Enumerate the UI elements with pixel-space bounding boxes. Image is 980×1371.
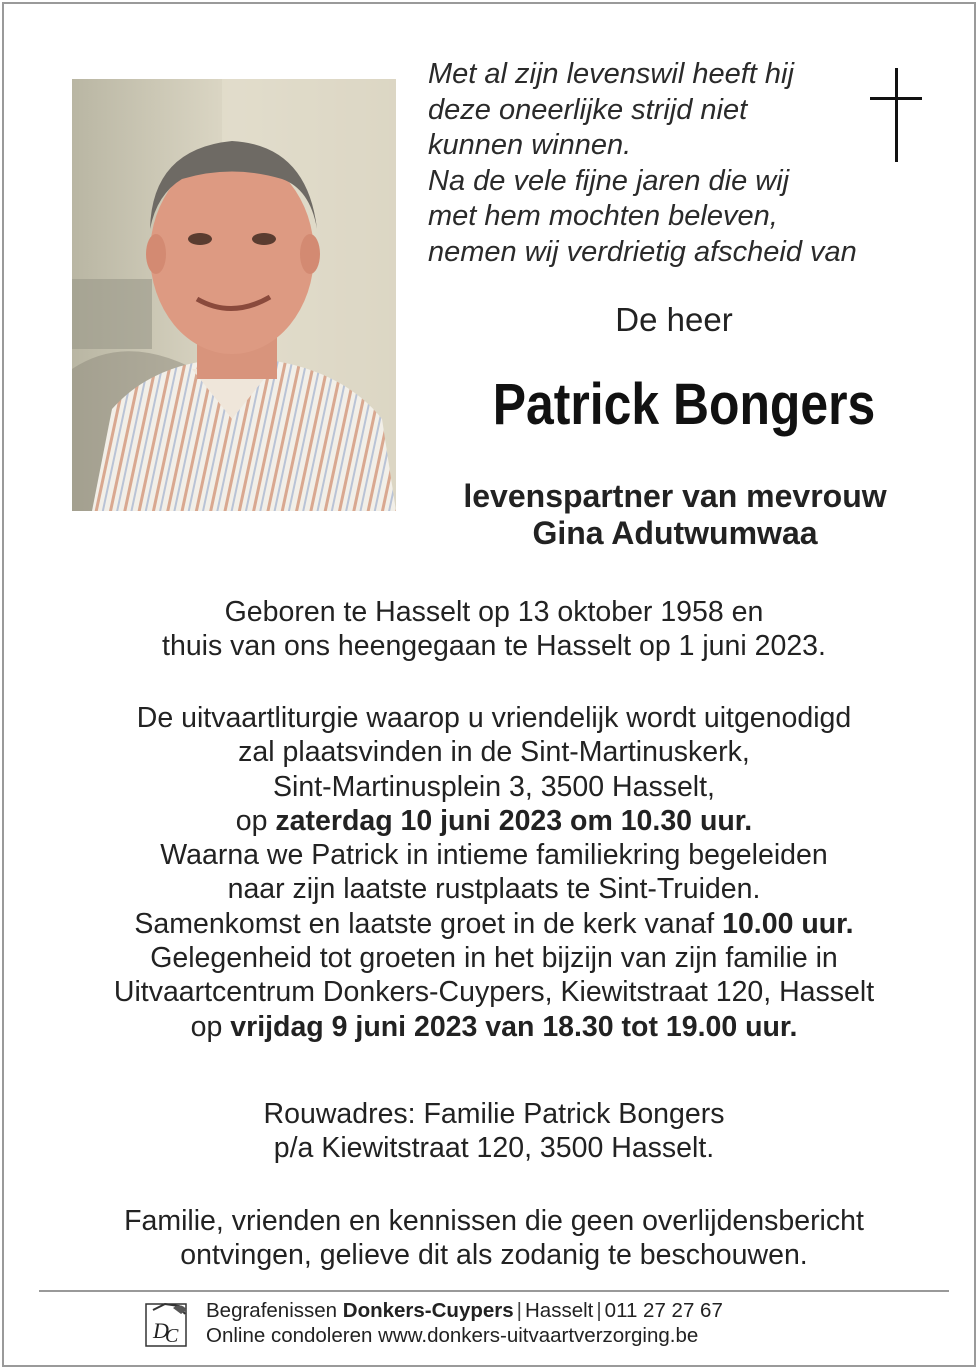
birth-death-info: [44, 595, 944, 664]
obituary-card: [2, 2, 976, 1367]
visitation-datetime: op vrijdag 9 juni 2023 van 18.30 tot 19.00 uur.: [190, 1010, 798, 1043]
footer-divider: [39, 1290, 949, 1292]
poem-line: deze oneerlijke strijd niet: [428, 93, 748, 126]
honorific: De heer: [615, 301, 733, 338]
cross-icon: [866, 68, 926, 164]
funeral-home-logo-icon: [145, 1300, 191, 1348]
ceremony-line: naar zijn laatste rustplaats te Sint-Truiden.: [227, 873, 761, 906]
notice-line: ontvingen, gelieve dit als zodanig te beschouwen.: [180, 1239, 808, 1272]
ceremony-datetime: op zaterdag 10 juni 2023 om 10.30 uur.: [235, 804, 753, 837]
mourning-address: [44, 1097, 944, 1166]
poem-line: Na de vele fijne jaren die wij: [428, 164, 790, 197]
ceremony-line: Sint-Martinusplein 3, 3500 Hasselt,: [273, 770, 715, 803]
partner-name: Gina Adutwumwaa: [532, 515, 818, 551]
company-name: Donkers-Cuypers: [342, 1299, 514, 1322]
memorial-poem: [428, 57, 898, 270]
footer-company-line: Begrafenissen Donkers-Cuypers | Hasselt | 011 27 27 67: [206, 1299, 723, 1322]
notice-line: Familie, vrienden en kennissen die geen overlijdensbericht: [124, 1205, 864, 1237]
poem-line: kunnen winnen.: [428, 129, 632, 161]
partner-info: [404, 478, 946, 552]
ceremony-line: zal plaatsvinden in de Sint-Martinuskerk,: [238, 736, 750, 769]
address-line: p/a Kiewitstraat 120, 3500 Hasselt.: [273, 1132, 715, 1165]
poem-line: Met al zijn levenswil heeft hij: [428, 58, 794, 90]
ceremony-line: Gelegenheid tot groeten in het bijzijn van zijn familie in: [150, 942, 838, 975]
phone-number: 011 27 27 67: [604, 1299, 723, 1322]
address-line: Rouwadres: Familie Patrick Bongers: [263, 1098, 725, 1130]
ceremony-line: Waarna we Patrick in intieme familiekring begeleiden: [160, 839, 828, 872]
poem-line: met hem mochten beleven,: [428, 200, 778, 232]
svg-text:C: C: [165, 1325, 179, 1347]
svg-text:D: D: [153, 1318, 169, 1343]
poem-line: nemen wij verdrietig afscheid van: [428, 235, 857, 268]
deceased-name: Patrick Bongers: [492, 372, 876, 437]
ceremony-line: Uitvaartcentrum Donkers-Cuypers, Kiewitstraat 120, Hasselt: [113, 976, 875, 1009]
portrait-photo: [72, 79, 396, 511]
notice-text: [44, 1204, 944, 1273]
ceremony-line: De uitvaartliturgie waarop u vriendelijk wordt uitgenodigd: [136, 702, 852, 734]
ceremony-info: [44, 701, 944, 1044]
gathering-time: Samenkomst en laatste groet in de kerk vanaf 10.00 uur.: [134, 907, 854, 940]
footer-contact: [206, 1298, 906, 1348]
death-line: thuis van ons heengegaan te Hasselt op 1 juni 2023.: [162, 630, 826, 663]
condolence-link[interactable]: Online condoleren www.donkers-uitvaartverzorging.be: [206, 1324, 699, 1347]
birth-line: Geboren te Hasselt op 13 oktober 1958 en: [224, 596, 764, 628]
partner-line: levenspartner van mevrouw: [463, 478, 887, 514]
portrait-illustration: [72, 79, 396, 511]
